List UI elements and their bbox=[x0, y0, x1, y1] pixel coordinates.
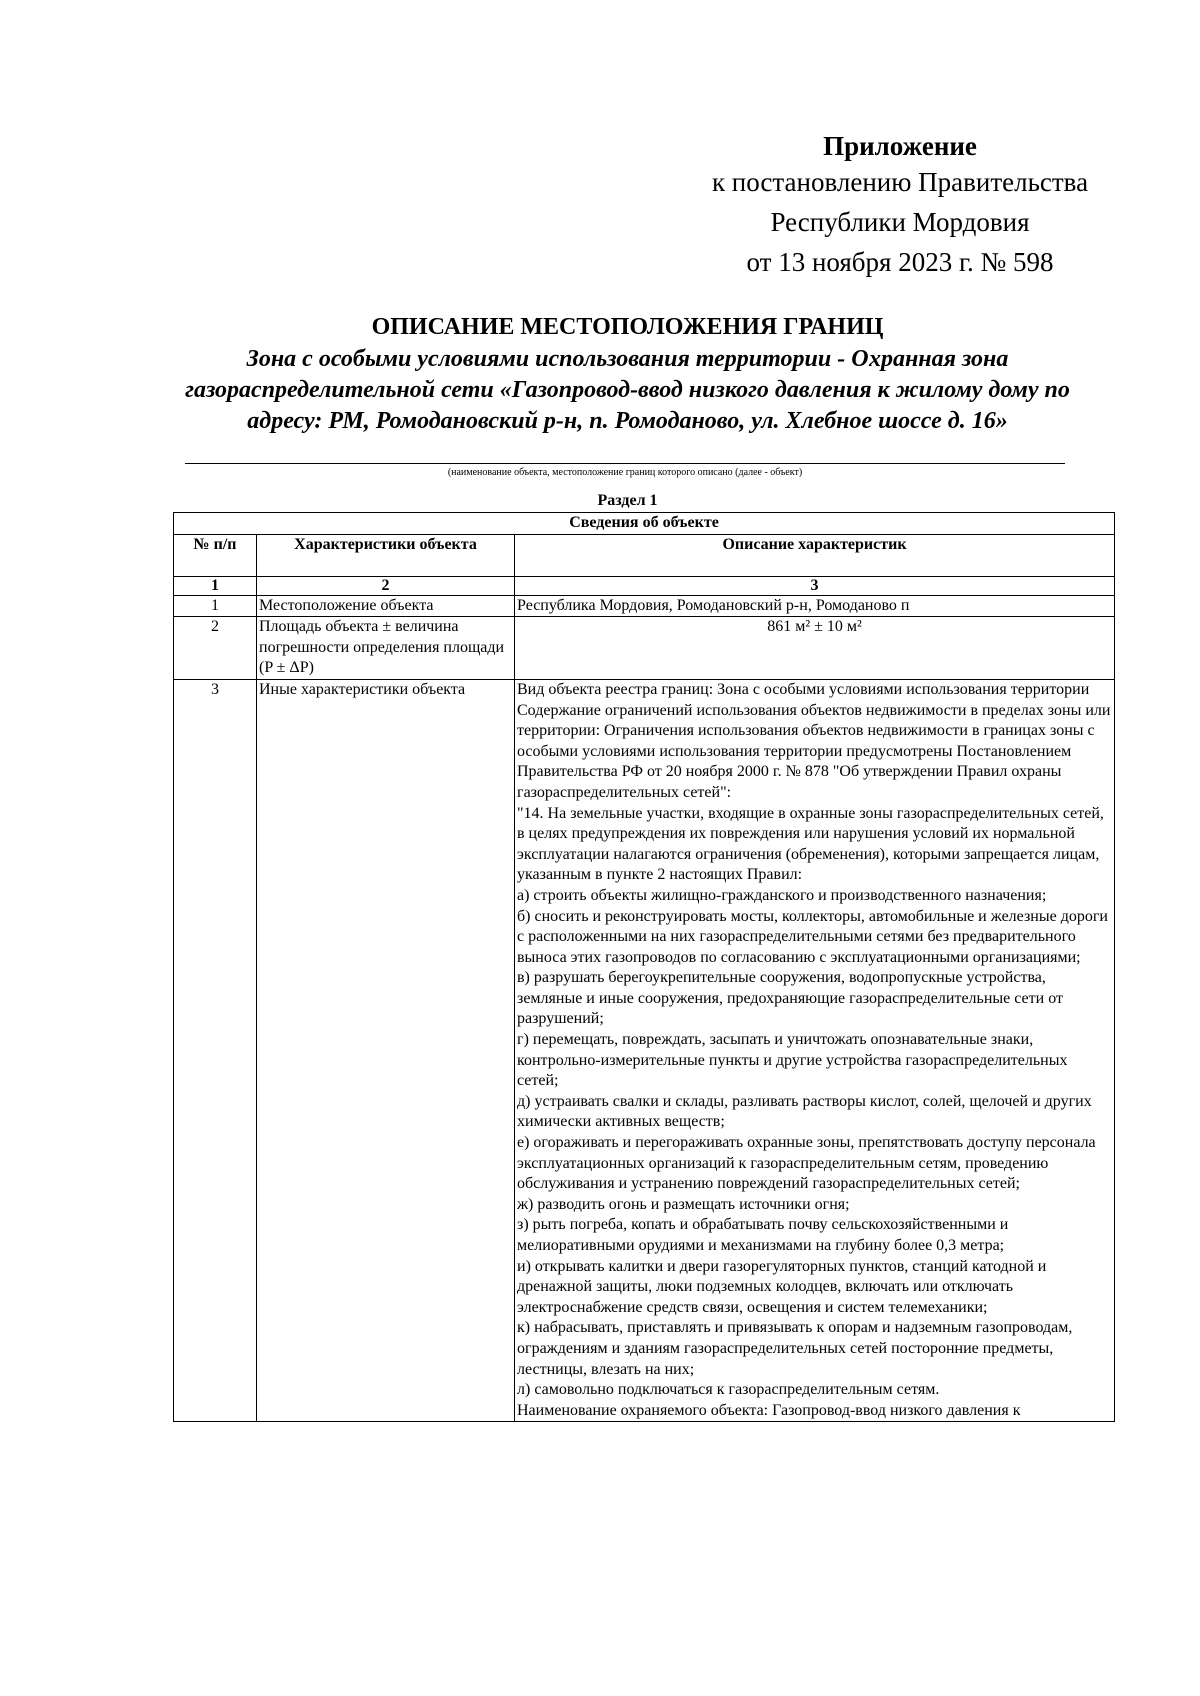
document-subtitle: Зона с особыми условиями использования территории - Охранная зона газораспределительной сети «Газопровод-ввод низкого давления к жилому дому по адресу: РМ, Ромодановский р-н, п. Ромоданово, ул. Хлебное шоссе д. 16» bbox=[185, 346, 1070, 434]
table-caption: Сведения об объекте bbox=[174, 513, 1115, 535]
appendix-block bbox=[680, 130, 1120, 282]
document-title: ОПИСАНИЕ МЕСТОПОЛОЖЕНИЯ ГРАНИЦ bbox=[371, 314, 884, 340]
row-description: Вид объекта реестра границ: Зона с особыми условиями использования территории Содержание ограничений использования объектов недвижимости в пределах зоны или территории: Ограничения использования объектов недвижимости в границах зоны с особыми условиями использования территории предусмотрены Постановлением Правительства РФ от 20 ноября 2000 г. № 878 "Об утверждении Правил охраны газораспределительных сетей": "14. На земельные участки, входящие в охранные зоны газораспределительных сетей, в целях предупреждения их повреждения или нарушения условий их нормальной эксплуатации налагаются ограничения (обременения), которыми запрещается лицам, указанным в пункте 2 настоящих Правил: а) строить объекты жилищно-гражданского и производственного назначения; б) сносить и реконструировать мосты, коллекторы, автомобильные и железные дороги с расположенными на них газораспределительными сетями без предварительного выноса этих газопроводов по согласованию с эксплуатационными организациями; в) разрушать берегоукрепительные сооружения, водопропускные устройства, земляные и иные сооружения, предохраняющие газораспределительные сети от разрушений; г) перемещать, повреждать, засыпать и уничтожать опознавательные знаки, контрольно-измерительные пункты и другие устройства газораспределительных сетей; д) устраивать свалки и склады, разливать растворы кислот, солей, щелочей и других химически активных веществ; е) огораживать и перегораживать охранные зоны, препятствовать доступу персонала эксплуатационных организаций к газораспределительным сетям, проведению обслуживания и устранению повреждений газораспределительных сетей; ж) разводить огонь и размещать источники огня; з) рыть погреба, копать и обрабатывать почву сельскохозяйственными и мелиоративными орудиями и механизмами на глубину более 0,3 метра; и) открывать калитки и двери газорегуляторных пунктов, станций катодной и дренажной защиты, люки подземных колодцев, включать или отключать электроснабжение средств связи, освещения и систем телемеханики; к) набрасывать, приставлять и привязывать к опорам и надземным газопроводам, ограждениям и зданиям газораспределительных сетей посторонние предметы, лестницы, влезать на них; л) самовольно подключаться к газораспределительным сетям. Наименование охраняемого объекта: Газопровод-ввод низкого давления к bbox=[515, 679, 1115, 1421]
table-row bbox=[174, 617, 1115, 680]
object-info-table bbox=[173, 512, 1115, 1422]
appendix-title: Приложение bbox=[823, 131, 977, 161]
header-description: Описание характеристик bbox=[515, 534, 1115, 576]
header-num: № п/п bbox=[174, 534, 257, 576]
column-number: 1 bbox=[174, 576, 257, 595]
row-num: 3 bbox=[174, 679, 257, 1421]
row-characteristic: Местоположение объекта bbox=[257, 595, 515, 617]
table-row bbox=[174, 595, 1115, 617]
row-description: 861 м² ± 10 м² bbox=[515, 617, 1115, 680]
appendix-line-1: к постановлению Правительства bbox=[711, 167, 1089, 197]
row-description: Республика Мордовия, Ромодановский р-н, Ромоданово п bbox=[515, 595, 1115, 617]
title-underline bbox=[185, 463, 1065, 464]
column-number: 3 bbox=[515, 576, 1115, 595]
appendix-line-2: Республики Мордовия bbox=[770, 207, 1030, 237]
appendix-line-3: от 13 ноября 2023 г. № 598 bbox=[746, 247, 1054, 277]
column-number: 2 bbox=[257, 576, 515, 595]
row-num: 2 bbox=[174, 617, 257, 680]
table-row bbox=[174, 679, 1115, 1421]
object-note: (наименование объекта, местоположение границ которого описано (далее - объект) bbox=[447, 467, 803, 478]
row-characteristic: Иные характеристики объекта bbox=[257, 679, 515, 1421]
row-characteristic: Площадь объекта ± величина погрешности определения площади (P ± ΔP) bbox=[257, 617, 515, 680]
header-characteristic: Характеристики объекта bbox=[257, 534, 515, 576]
row-num: 1 bbox=[174, 595, 257, 617]
section-label: Раздел 1 bbox=[597, 492, 658, 509]
